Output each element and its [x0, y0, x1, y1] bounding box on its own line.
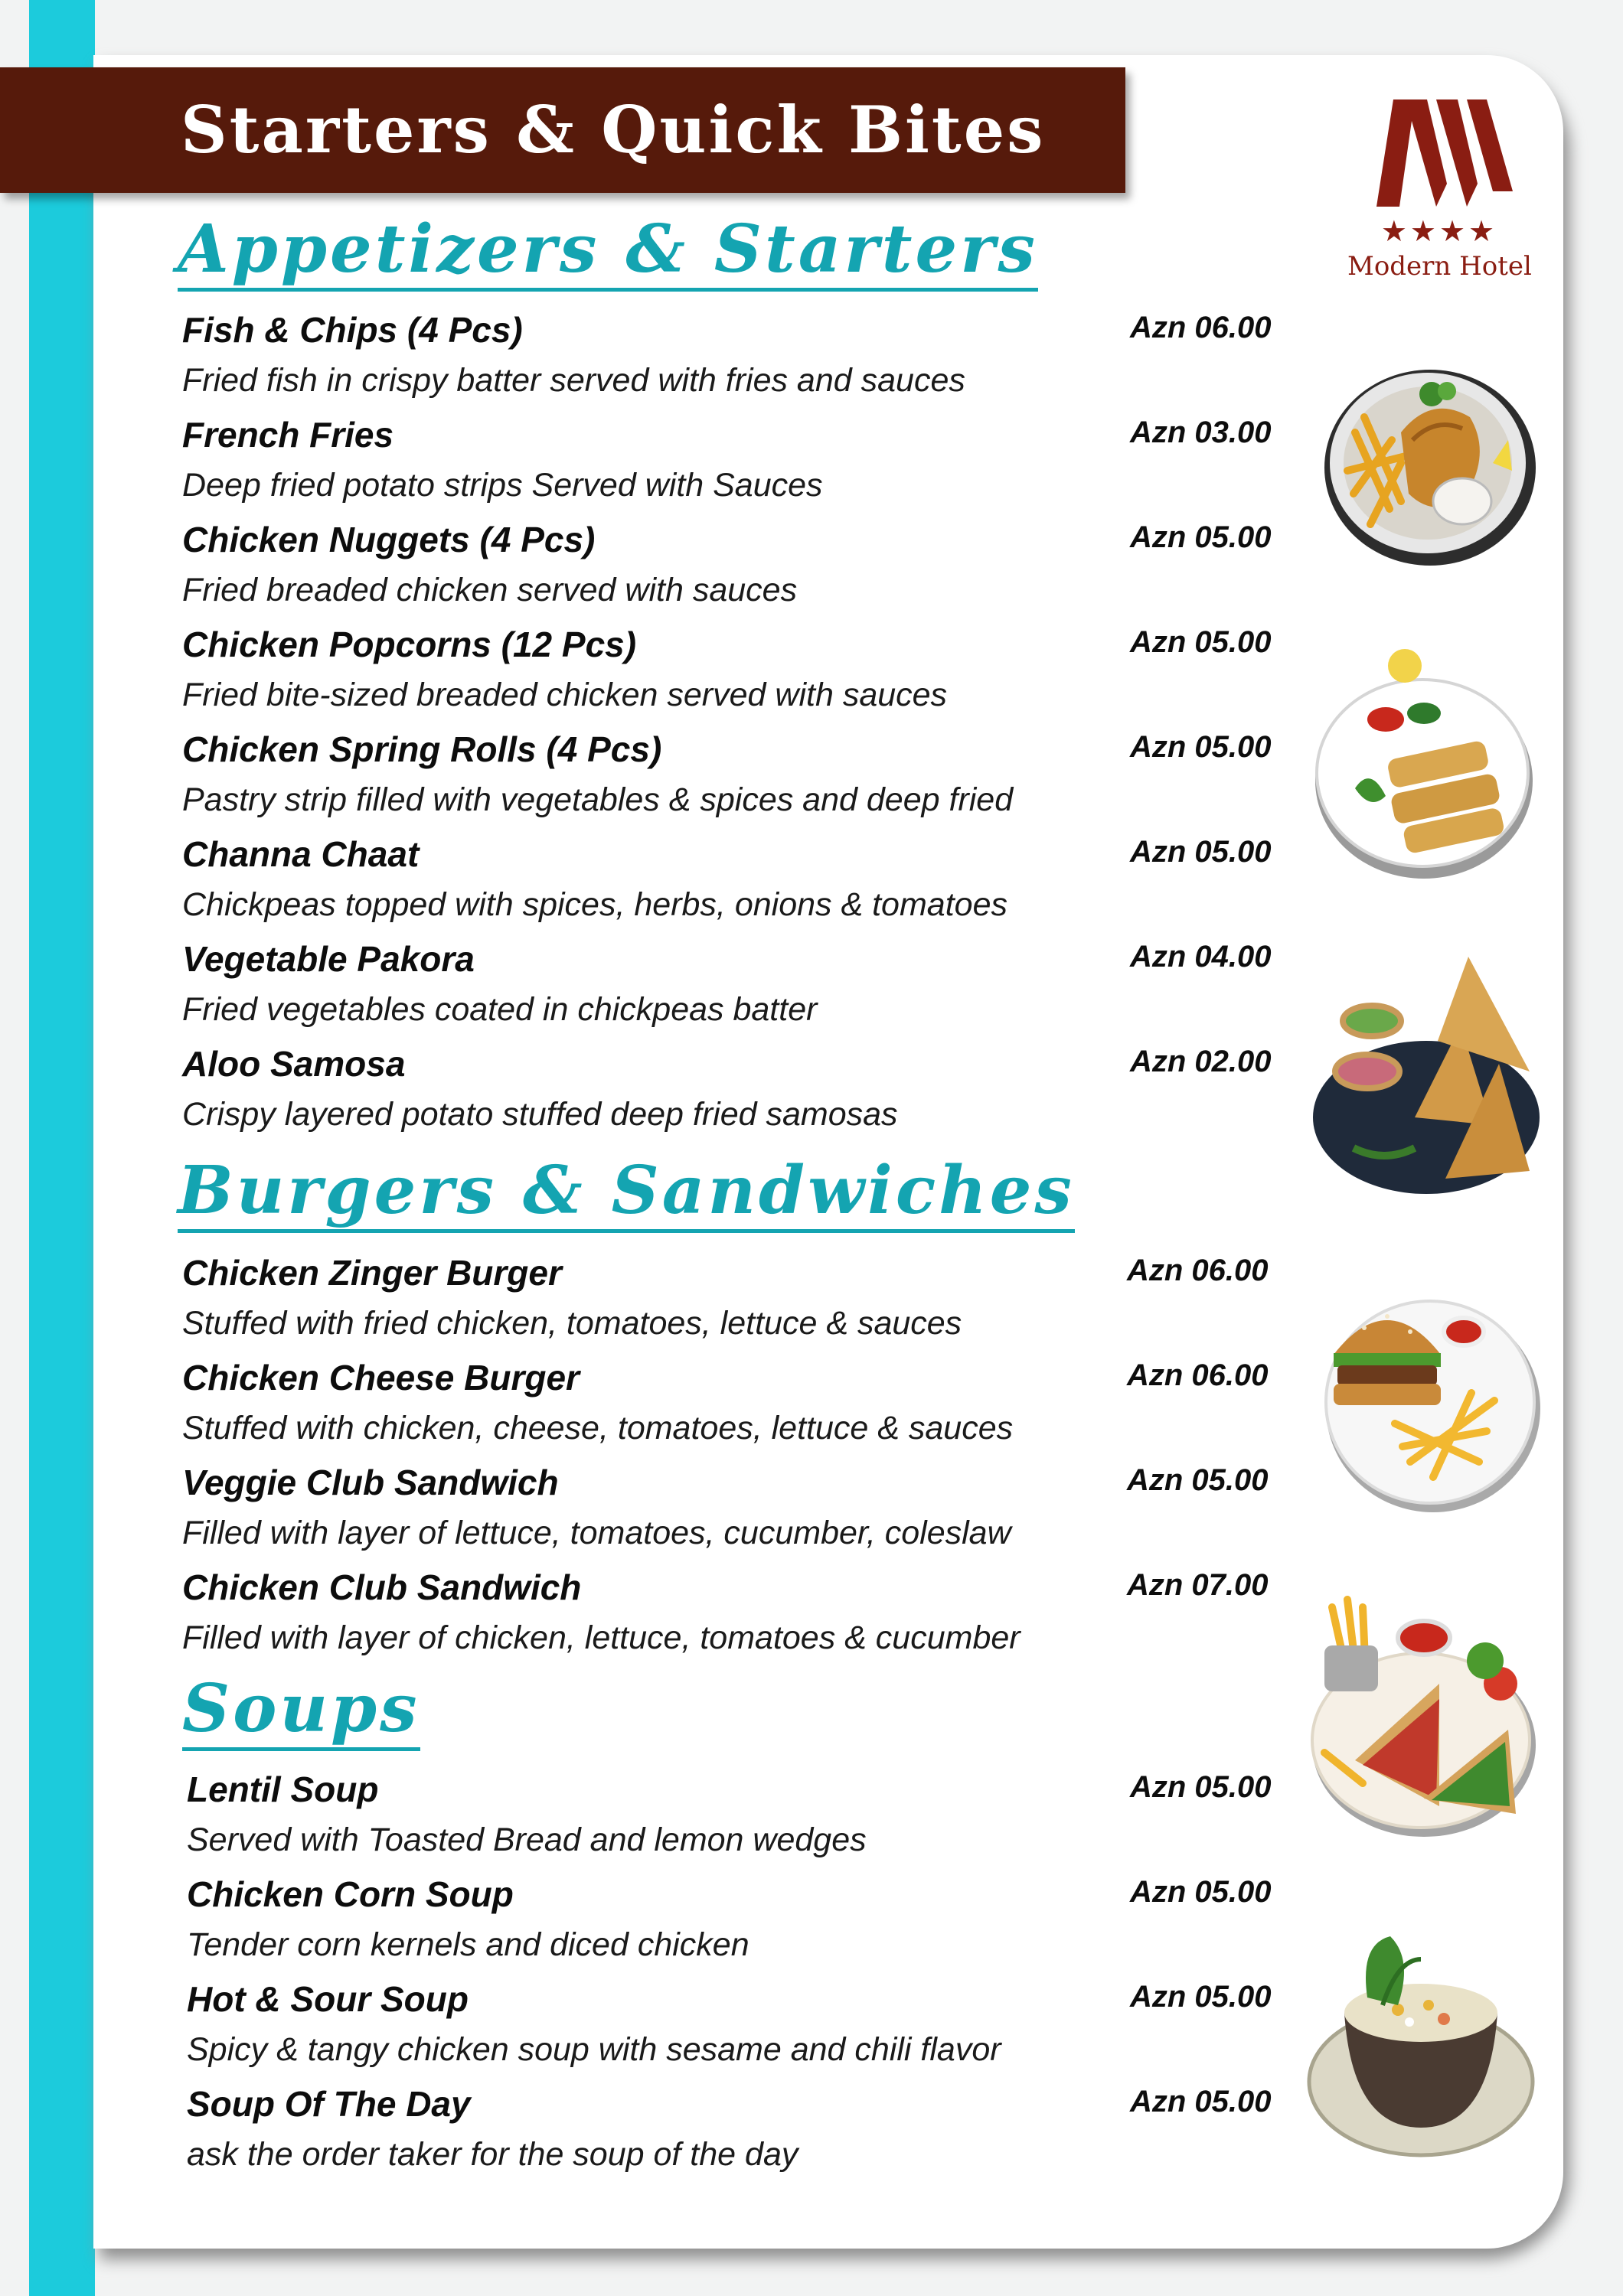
item-price: Azn 05.00	[1130, 1875, 1272, 1909]
item-description: Tender corn kernels and diced chicken	[187, 1926, 749, 1963]
section-title-burgers: Burgers & Sandwiches	[178, 1158, 1075, 1224]
samosa-photo	[1308, 949, 1545, 1202]
item-description: Spicy & tangy chicken soup with sesame and chili flavor	[187, 2031, 1001, 2068]
item-name: Chicken Zinger Burger	[182, 1253, 562, 1293]
page-title: Starters & Quick Bites	[181, 92, 1046, 168]
item-price: Azn 05.00	[1127, 1463, 1269, 1497]
item-name: Aloo Samosa	[182, 1044, 406, 1084]
item-price: Azn 05.00	[1130, 2085, 1272, 2118]
item-description: Stuffed with chicken, cheese, tomatoes, lettuce & sauces	[182, 1410, 1014, 1446]
item-name: French Fries	[182, 415, 394, 455]
item-price: Azn 02.00	[1130, 1045, 1272, 1078]
item-name: Soup Of The Day	[187, 2084, 471, 2124]
item-description: Fried breaded chicken served with sauces	[182, 572, 798, 608]
item-description: Deep fried potato strips Served with Sauces	[182, 467, 823, 504]
club-sandwich-photo	[1301, 1584, 1543, 1844]
item-price: Azn 03.00	[1130, 416, 1272, 449]
item-price: Azn 05.00	[1130, 835, 1272, 869]
item-price: Azn 06.00	[1127, 1254, 1269, 1287]
hotel-name: Modern Hotel	[1347, 251, 1532, 282]
fish-and-chips-photo	[1317, 348, 1539, 570]
item-description: Fried vegetables coated in chickpeas batter	[182, 991, 818, 1028]
item-name: Veggie Club Sandwich	[182, 1463, 559, 1502]
item-price: Azn 05.00	[1130, 625, 1272, 659]
spring-rolls-photo	[1309, 635, 1539, 888]
item-price: Azn 05.00	[1130, 1980, 1272, 2014]
rating-stars: ★★★★	[1380, 214, 1498, 248]
item-description: Filled with layer of chicken, lettuce, tomatoes & cucumber	[182, 1619, 1020, 1656]
header-banner	[0, 67, 1125, 193]
section-title-soups: Soups	[182, 1676, 420, 1742]
hotel-logo	[1347, 92, 1531, 291]
item-description: Pastry strip filled with vegetables & spices and deep fried	[182, 781, 1014, 818]
item-price: Azn 06.00	[1127, 1358, 1269, 1392]
item-description: Fried fish in crispy batter served with fries and sauces	[182, 362, 965, 399]
item-price: Azn 07.00	[1127, 1568, 1269, 1602]
section-title-appetizers: Appetizers & Starters	[178, 217, 1038, 282]
item-description: Stuffed with fried chicken, tomatoes, lettuce & sauces	[182, 1305, 962, 1342]
item-description: Chickpeas topped with spices, herbs, onions & tomatoes	[182, 886, 1007, 923]
item-name: Lentil Soup	[187, 1769, 379, 1809]
item-name: Hot & Sour Soup	[187, 1979, 469, 2019]
item-name: Channa Chaat	[182, 834, 420, 874]
item-name: Chicken Popcorns (12 Pcs)	[182, 625, 637, 664]
item-name: Chicken Corn Soup	[187, 1874, 514, 1914]
soup-photo	[1306, 1913, 1543, 2166]
item-description: Fried bite-sized breaded chicken served with sauces	[182, 677, 948, 713]
item-price: Azn 05.00	[1130, 520, 1272, 554]
item-name: Vegetable Pakora	[182, 939, 475, 979]
item-price: Azn 06.00	[1130, 311, 1272, 344]
item-price: Azn 05.00	[1130, 1770, 1272, 1804]
item-description: ask the order taker for the soup of the day	[187, 2136, 798, 2173]
left-accent-bar	[29, 0, 95, 2296]
item-name: Chicken Cheese Burger	[182, 1358, 580, 1397]
item-name: Chicken Spring Rolls (4 Pcs)	[182, 729, 662, 769]
item-description: Filled with layer of lettuce, tomatoes, cucumber, coleslaw	[182, 1515, 1011, 1551]
item-price: Azn 04.00	[1130, 940, 1272, 974]
item-name: Fish & Chips (4 Pcs)	[182, 310, 523, 350]
burger-photo	[1303, 1270, 1545, 1523]
item-description: Crispy layered potato stuffed deep fried samosas	[182, 1096, 898, 1133]
item-name: Chicken Nuggets (4 Pcs)	[182, 520, 596, 559]
item-name: Chicken Club Sandwich	[182, 1567, 582, 1607]
logo-mark-icon	[1363, 92, 1516, 214]
item-price: Azn 05.00	[1130, 730, 1272, 764]
item-description: Served with Toasted Bread and lemon wedges	[187, 1821, 867, 1858]
